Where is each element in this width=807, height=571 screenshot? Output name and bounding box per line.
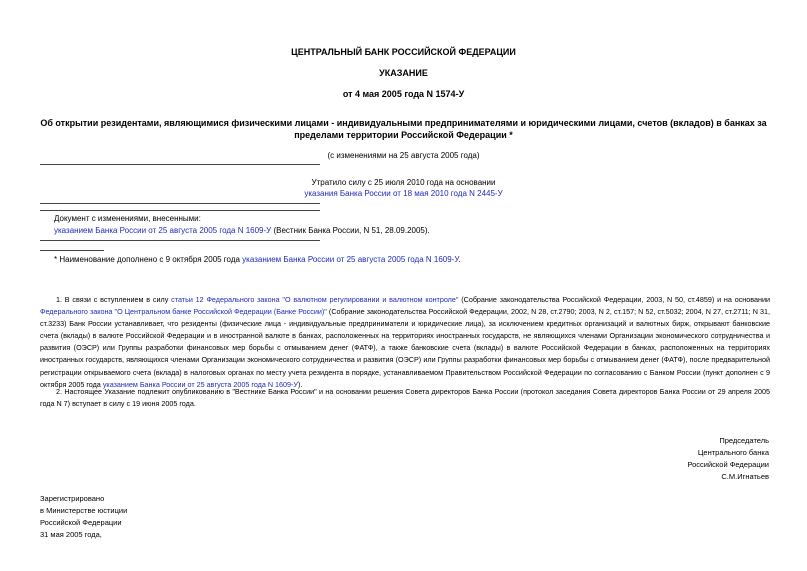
signer-org: Центрального банка xyxy=(697,448,769,457)
footnote-divider xyxy=(40,250,104,251)
law-link-currency-control[interactable]: статьи 12 Федерального закона "О валютном регулировании и валютном контроле" xyxy=(171,295,459,304)
amending-act-link[interactable]: указанием Банка России от 25 августа 2005 года N 1609-У xyxy=(102,379,298,389)
paragraph-1 xyxy=(40,294,770,391)
divider xyxy=(40,240,320,241)
registration-date: 31 мая 2005 года, xyxy=(40,530,102,539)
law-link-central-bank[interactable]: Федерального закона "О Центральном банке Российской Федерации (Банке России)" xyxy=(40,307,327,317)
footnote-end: . xyxy=(458,255,461,264)
signature-block xyxy=(687,435,769,483)
amendment-note: (с изменениями на 25 августа 2005 года) xyxy=(327,151,480,160)
para1-text: (Собрание законодательства Российской Федерации, 2002, N 28, ст.2790; 2003, N 2, ст.157; N 52, ст.5032; 2004, N 27, ст.2711; N 31, ст.3233) Банк России устанавливает, что резиденты (физические лица - индивидуальные предприниматели и юридические лица), за исключением кредитных организаций и валютных бирж, открывают банковские счета (вклады) в валюте Российской Федерации и в иностранной валюте в банках, расположенных на территориях иностранных государств, не являющихся членами Организации экономического сотрудничества и развития (ОЭСР) или Группы разработки финансовых мер борьбы с отмыванием денег (ФАТФ), а также банковские счета (вклады) в валюте Российской Федерации в банках, расположенных на территориях иностранных государств, являющихся членами Организации экономического сотрудничества и развития (ОЭСР) или Группы разработки финансовых мер борьбы с отмыванием денег (ФАТФ), после предварительной регистрации открываемого счета (вклада) в налоговых органах по месту учета резидента в порядке, устанавливаемом Правительством Российской Федерации по согласованию с Банком России (пункт дополнен с 9 октября 2005 года xyxy=(40,307,771,389)
signer-name: С.М.Игнатьев xyxy=(721,472,769,481)
document-type: УКАЗАНИЕ xyxy=(379,68,428,78)
document-title-line-1: Об открытии резидентами, являющимися физическими лицами - индивидуальными предпринимателями и юридическими лицами, счетов (вкладов) в банках за xyxy=(40,118,767,128)
divider xyxy=(40,210,320,211)
divider xyxy=(40,203,320,204)
footnote-text: * Наименование дополнено с 9 октября 2005 года xyxy=(54,255,243,264)
registration-line: Российской Федерации xyxy=(40,518,122,527)
footnote-link[interactable]: указанием Банка России от 25 августа 2005 года N 1609-У xyxy=(242,255,459,264)
signer-org: Российской Федерации xyxy=(687,460,769,469)
registration-line: Зарегистрировано xyxy=(40,494,105,503)
amendments-line xyxy=(54,226,430,235)
divider xyxy=(40,164,320,165)
document-date-number: от 4 мая 2005 года N 1574-У xyxy=(342,89,465,99)
signer-title: Председатель xyxy=(719,436,769,445)
footnote xyxy=(54,255,461,264)
paragraph-2: 2. Настоящее Указание подлежит опубликованию в "Вестнике Банка России" и на основании решения Совета директоров Банка России (протокол заседания Совета директоров Банка России от 29 апреля 2005 года N 7) вступает в силу с 19 июня 2005 года. xyxy=(40,387,770,409)
para1-text: ). xyxy=(298,379,303,389)
amendments-label: Документ с изменениями, внесенными: xyxy=(54,214,201,223)
issuer-heading: ЦЕНТРАЛЬНЫЙ БАНК РОССИЙСКОЙ ФЕДЕРАЦИИ xyxy=(291,47,516,57)
registration-line: в Министерстве юстиции xyxy=(40,506,128,515)
amending-act-source: (Вестник Банка России, N 51, 28.09.2005). xyxy=(271,226,430,235)
registration-block xyxy=(40,493,127,541)
repeal-link[interactable]: указания Банка России от 18 мая 2010 года N 2445-У xyxy=(304,189,503,198)
amending-act-link[interactable]: указанием Банка России от 25 августа 2005 года N 1609-У xyxy=(54,226,272,235)
para1-text: (Собрание законодательства Российской Федерации, 2003, N 50, ст.4859) и на основании xyxy=(458,295,770,304)
status-line: Утратило силу с 25 июля 2010 года на основании xyxy=(311,178,496,187)
document-title-line-2: пределами территории Российской Федерации * xyxy=(294,130,513,140)
para1-text: 1. В связи с вступлением в силу xyxy=(56,295,172,304)
